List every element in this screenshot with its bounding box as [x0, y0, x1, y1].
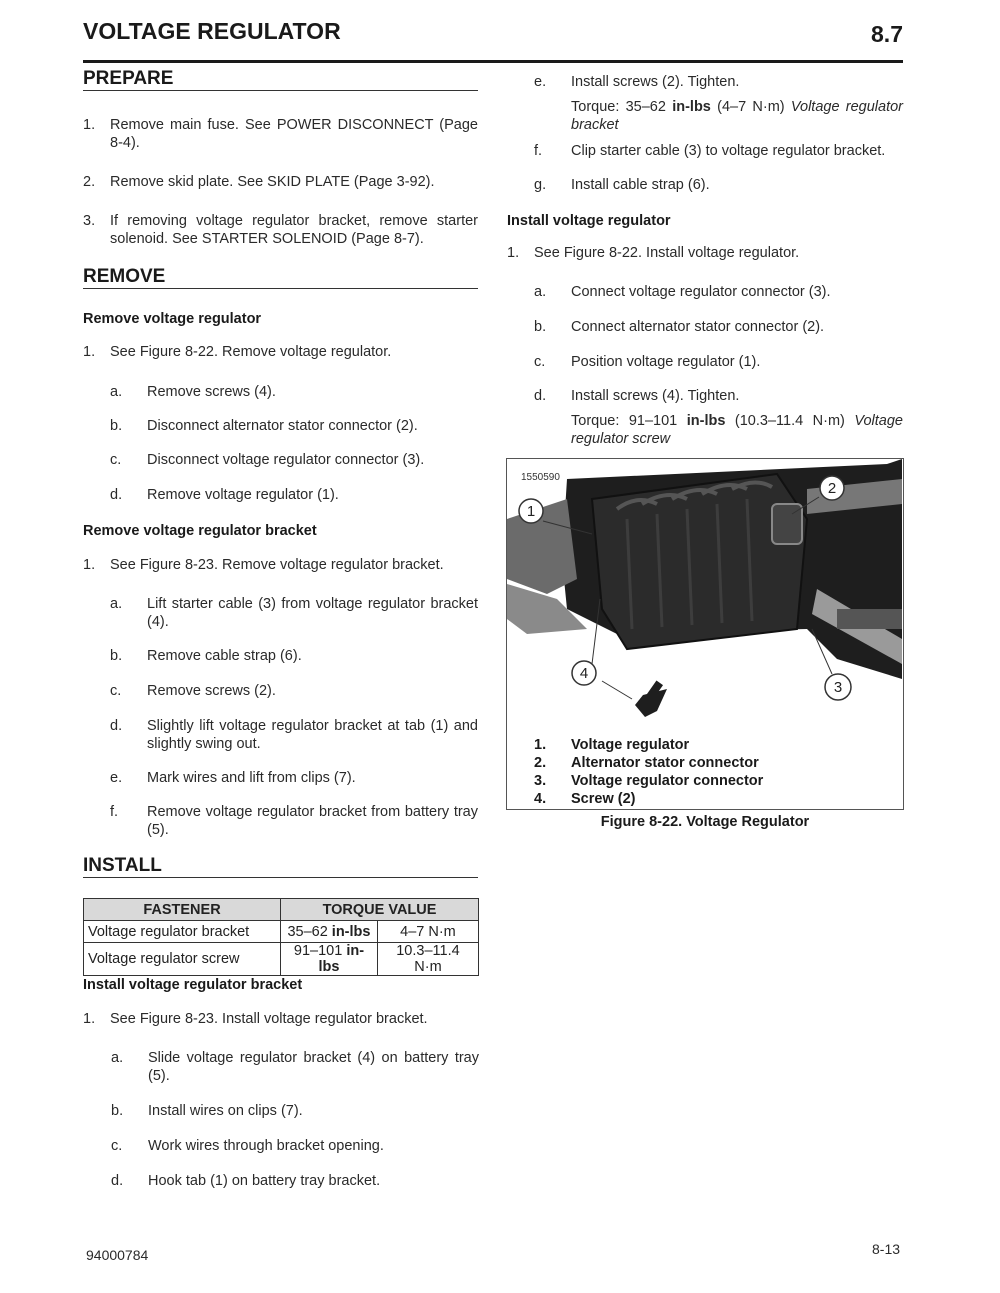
- remove-bracket-heading: Remove voltage regulator bracket: [83, 523, 317, 539]
- callout-1: [519, 499, 543, 523]
- svg-text:2: 2: [827, 480, 837, 497]
- table-cell-inlbs: 91–101 in-lbs: [281, 943, 378, 976]
- callout-3: [825, 674, 851, 700]
- install-regulator-substep-b: b. Connect alternator stator connector (2).: [534, 319, 825, 335]
- table-cell-fastener: Voltage regulator bracket: [84, 921, 281, 943]
- install-bracket-substep-f: f. Clip starter cable (3) to voltage regulator bracket.: [534, 143, 886, 159]
- torque-spec-screw: Torque: 91–101 in-lbs (10.3–11.4 N·m) Voltage regulator screw: [571, 413, 903, 447]
- install-bracket-substep-e: e. Install screws (2). Tighten.: [534, 74, 740, 90]
- install-bracket-substep-a: a. Slide voltage regulator bracket (4) on battery tray (5).: [111, 1050, 479, 1084]
- doc-number: 94000784: [86, 1247, 149, 1263]
- install-rule: [83, 877, 478, 878]
- remove-heading: REMOVE: [83, 266, 166, 287]
- prepare-step-1: 1. Remove main fuse. See POWER DISCONNECT (Page 8-4).: [83, 117, 478, 151]
- install-bracket-substep-g: g. Install cable strap (6).: [534, 177, 710, 193]
- remove-regulator-heading: Remove voltage regulator: [83, 311, 262, 327]
- remove-regulator-substep-d: d. Remove voltage regulator (1).: [110, 487, 339, 503]
- table-cell-nm: 10.3–11.4 N·m: [377, 943, 478, 976]
- install-bracket-heading: Install voltage regulator bracket: [83, 977, 303, 993]
- prepare-step-3: 3. If removing voltage regulator bracket, remove starter solenoid. See STARTER SOLENOID (Page 8-7).: [83, 213, 478, 247]
- remove-rule: [83, 288, 478, 289]
- title-rule: [83, 60, 903, 63]
- remove-regulator-substep-b: b. Disconnect alternator stator connector (2).: [110, 418, 418, 434]
- table-cell-fastener: Voltage regulator screw: [84, 943, 281, 976]
- legend-item: 4. Screw (2): [534, 791, 636, 807]
- torque-table-header-torque: TORQUE VALUE: [281, 899, 479, 921]
- remove-bracket-substep-d: d. Slightly lift voltage regulator bracket at tab (1) and slightly swing out.: [110, 718, 478, 752]
- page-number: 8-13: [872, 1241, 901, 1257]
- remove-bracket-substep-c: c. Remove screws (2).: [110, 683, 276, 699]
- figure-caption: Figure 8-22. Voltage Regulator: [600, 814, 810, 830]
- torque-table-header-fastener: FASTENER: [84, 899, 281, 921]
- install-regulator-substep-c: c. Position voltage regulator (1).: [534, 354, 761, 370]
- torque-spec-bracket: Torque: 35–62 in-lbs (4–7 N·m) Voltage regulator bracket: [571, 99, 903, 133]
- torque-table: [83, 898, 479, 976]
- install-bracket-step-1: 1. See Figure 8-23. Install voltage regulator bracket.: [83, 1011, 428, 1027]
- remove-bracket-substep-e: e. Mark wires and lift from clips (7).: [110, 770, 356, 786]
- remove-bracket-substep-f: f. Remove voltage regulator bracket from battery tray (5).: [110, 804, 478, 838]
- install-bracket-substep-b: b. Install wires on clips (7).: [111, 1103, 303, 1119]
- install-regulator-substep-a: a. Connect voltage regulator connector (3).: [534, 284, 831, 300]
- svg-text:4: 4: [579, 665, 589, 682]
- remove-regulator-substep-a: a. Remove screws (4).: [110, 384, 276, 400]
- legend-item: 2. Alternator stator connector: [534, 755, 759, 771]
- legend-item: 3. Voltage regulator connector: [534, 773, 764, 789]
- page-title: VOLTAGE REGULATOR: [83, 18, 341, 44]
- svg-text:3: 3: [833, 679, 843, 696]
- install-bracket-substep-c: c. Work wires through bracket opening.: [111, 1138, 384, 1154]
- remove-bracket-substep-b: b. Remove cable strap (6).: [110, 648, 302, 664]
- legend-item: 1. Voltage regulator: [534, 737, 690, 753]
- table-cell-inlbs: 35–62 in-lbs: [281, 921, 378, 943]
- figure-legend: [534, 736, 894, 808]
- install-bracket-substep-d: d. Hook tab (1) on battery tray bracket.: [111, 1173, 381, 1189]
- table-cell-nm: 4–7 N·m: [377, 921, 478, 943]
- install-heading: INSTALL: [83, 855, 162, 876]
- prepare-heading: PREPARE: [83, 68, 174, 89]
- remove-regulator-step-1: 1. See Figure 8-22. Remove voltage regulator.: [83, 344, 392, 360]
- remove-regulator-substep-c: c. Disconnect voltage regulator connector (3).: [110, 452, 425, 468]
- table-row: [84, 921, 479, 943]
- remove-bracket-substep-a: a. Lift starter cable (3) from voltage regulator bracket (4).: [110, 596, 478, 630]
- prepare-step-2: 2. Remove skid plate. See SKID PLATE (Page 3-92).: [83, 174, 435, 190]
- voltage-regulator-photo: [507, 459, 902, 729]
- prepare-rule: [83, 90, 478, 91]
- callout-4: [572, 661, 596, 685]
- svg-text:1: 1: [526, 503, 536, 520]
- install-regulator-step-1: 1. See Figure 8-22. Install voltage regulator.: [507, 245, 800, 261]
- install-regulator-heading: Install voltage regulator: [507, 213, 671, 229]
- install-regulator-substep-d: d. Install screws (4). Tighten.: [534, 388, 740, 404]
- remove-bracket-step-1: 1. See Figure 8-23. Remove voltage regulator bracket.: [83, 557, 444, 573]
- table-row: [84, 943, 479, 976]
- image-id-label: 1550590: [521, 472, 560, 483]
- section-number: 8.7: [871, 21, 903, 47]
- callout-2: [820, 476, 844, 500]
